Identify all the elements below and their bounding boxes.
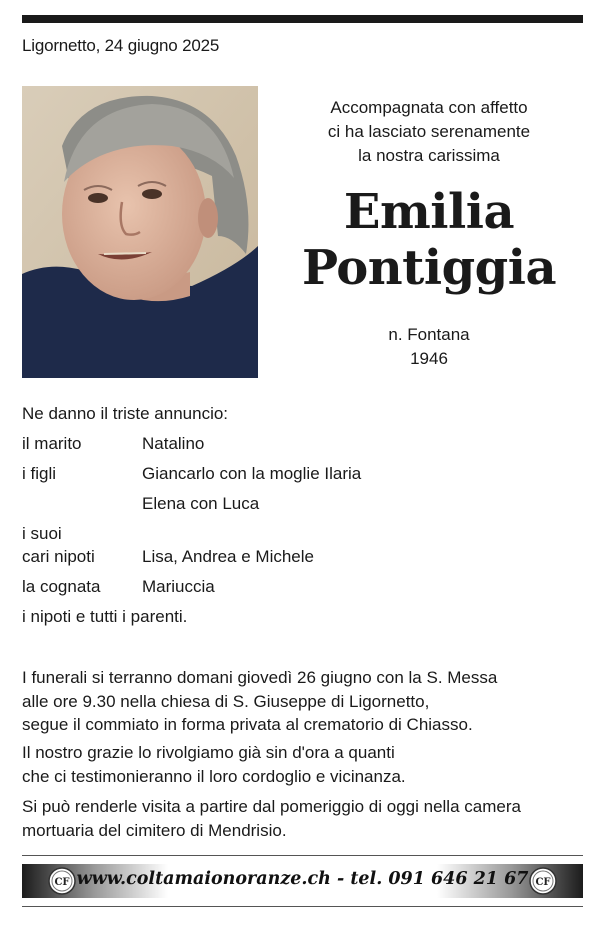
footer-banner	[22, 864, 583, 898]
funeral-paragraph	[22, 666, 497, 737]
thanks-line: che ci testimonieranno il loro cordoglio e vicinanza.	[22, 766, 406, 786]
visit-line: Si può renderle visita a partire dal pomeriggio di oggi nella camera	[22, 797, 521, 816]
family-name: Lisa, Andrea e Michele	[142, 547, 314, 566]
funeral-line: alle ore 9.30 nella chiesa di S. Giuseppe di Ligornetto,	[22, 691, 430, 711]
place-date: Ligornetto, 24 giugno 2025	[22, 36, 220, 55]
deceased-name	[290, 184, 568, 296]
birth-year: 1946	[410, 349, 448, 368]
funeral-home-logo-icon	[529, 867, 557, 895]
maiden-name-block	[300, 323, 558, 371]
intro-line: ci ha lasciato serenamente	[327, 122, 531, 141]
funeral-line: I funerali si terranno domani giovedì 26 giugno con la S. Messa	[22, 668, 498, 687]
announcement-heading: Ne danno il triste annuncio:	[22, 404, 229, 423]
visit-paragraph	[22, 795, 521, 842]
thanks-paragraph	[22, 741, 406, 788]
contact-line: www.coltamaionoranze.ch - tel. 091 646 21 67	[76, 869, 529, 889]
intro-line: la nostra carissima	[358, 146, 500, 165]
footer-top-rule	[22, 855, 583, 856]
funeral-line: segue il commiato in forma privata al crematorio di Chiasso.	[22, 715, 473, 734]
deceased-last-name: Pontiggia	[301, 240, 557, 296]
family-relation: i figli	[22, 464, 57, 483]
family-name: Mariuccia	[142, 577, 215, 596]
thanks-line: Il nostro grazie lo rivolgiamo già sin d'ora a quanti	[22, 743, 395, 762]
family-relation: cari nipoti	[22, 547, 95, 566]
family-relation: il marito	[22, 434, 82, 453]
deceased-portrait	[22, 86, 258, 378]
family-name: Elena con Luca	[142, 494, 260, 513]
footer-bottom-rule	[22, 906, 583, 907]
svg-text:CF: CF	[535, 877, 551, 888]
deceased-first-name: Emilia	[343, 184, 515, 240]
svg-text:CF: CF	[54, 877, 70, 888]
maiden-name: n. Fontana	[388, 325, 470, 344]
visit-line: mortuaria del cimitero di Mendrisio.	[22, 820, 287, 840]
intro-line: Accompagnata con affetto	[330, 98, 528, 117]
family-relation: la cognata	[22, 577, 101, 596]
family-name: Giancarlo con la moglie Ilaria	[142, 464, 362, 483]
top-rule-bar	[22, 15, 583, 23]
family-relation: i suoi	[22, 524, 62, 543]
family-name: Natalino	[142, 434, 205, 453]
announcement-closing: i nipoti e tutti i parenti.	[22, 607, 188, 626]
intro-text	[300, 96, 558, 168]
